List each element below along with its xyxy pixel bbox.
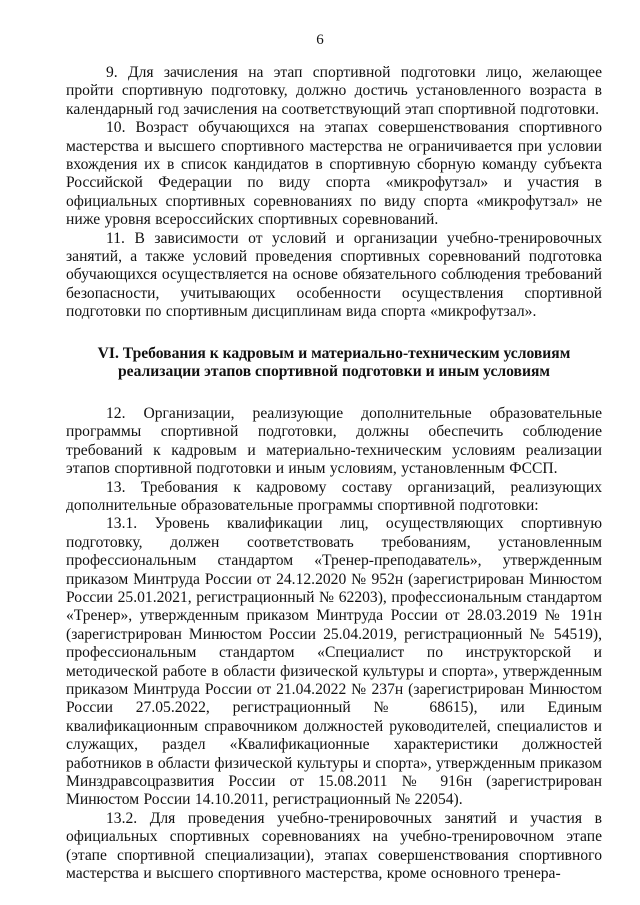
paragraph-12: 12. Организации, реализующие дополнительные образовательные программы спортивной подготовки, должны обеспечить соблюдение требований к кадровым и материально-техническим условиям реализации этапов спортивной подготовки и иным условиям, установленным ФССП. [66,404,602,478]
section-heading-line-2: реализации этапов спортивной подготовки и иным условиям [117,363,551,381]
paragraph-13-2: 13.2. Для проведения учебно-тренировочных занятий и участия в официальных спортивных соревнованиях на учебно-тренировочном этапе (этапе спортивной специализации), этапах совершенствования спортивного мастерства и высшего спортивного мастерства, кроме основного тренера- [66,809,602,883]
page-number: 6 [316,32,324,48]
paragraph-13: 13. Требования к кадровому составу организаций, реализующих дополнительные образовательные программы спортивной подготовки: [66,478,602,514]
paragraph-13-1: 13.1. Уровень квалификации лиц, осуществляющих спортивную подготовку, должен соответствовать требованиям, установленным профессиональным стандартом «Тренер-преподаватель», утвержденным приказом Минтруда России от 24.12.2020 № 952н (зарегистрирован Минюстом России 25.01.2021, регистрационный № 62203), профессиональным стандартом «Тренер», утвержденным приказом Минтруда России от 28.03.2019 № 191н (зарегистрирован Минюстом России 25.04.2019, регистрационный № 54519), профессиональным стандартом «Специалист по инструкторской и методической работе в области физической культуры и спорта», утвержденным приказом Минтруда России от 21.04.2022 № 237н (зарегистрирован Минюстом России 27.05.2022, регистрационный № 68615), или Единым квалификационным справочником должностей руководителей, специалистов и служащих, раздел «Квалификационные характеристики должностей работников в области физической культуры и спорта», утвержденным приказом Минздравсоцразвития России от 15.08.2011 № 916н (зарегистрирован Минюстом России 14.10.2011, регистрационный № 22054). [66,515,602,809]
paragraph-9: 9. Для зачисления на этап спортивной подготовки лицо, желающее пройти спортивную подготовку, должно достичь установленного возраста в календарный год зачисления на соответствующий этап спортивной подготовки. [66,64,602,118]
section-heading [66,345,602,382]
paragraph-10: 10. Возраст обучающихся на этапах совершенствования спортивного мастерства и высшего спортивного мастерства не ограничивается при условии вхождения их в список кандидатов в спортивную сборную команду субъекта Российской Федерации по виду спорта «микрофутзал» и участия в официальных спортивных соревнованиях по виду спорта «микрофутзал» не ниже уровня всероссийских спортивных соревнований. [66,119,602,229]
section-heading-line-1: VI. Требования к кадровым и материально-техническим условиям [97,344,571,362]
document-body [66,64,602,883]
paragraph-11: 11. В зависимости от условий и организации учебно-тренировочных занятий, а также условий проведения спортивных соревнований подготовка обучающихся осуществляется на основе обязательного соблюдения требований безопасности, учитывающих особенности осуществления спортивной подготовки по спортивным дисциплинам вида спорта «микрофутзал». [66,229,602,321]
